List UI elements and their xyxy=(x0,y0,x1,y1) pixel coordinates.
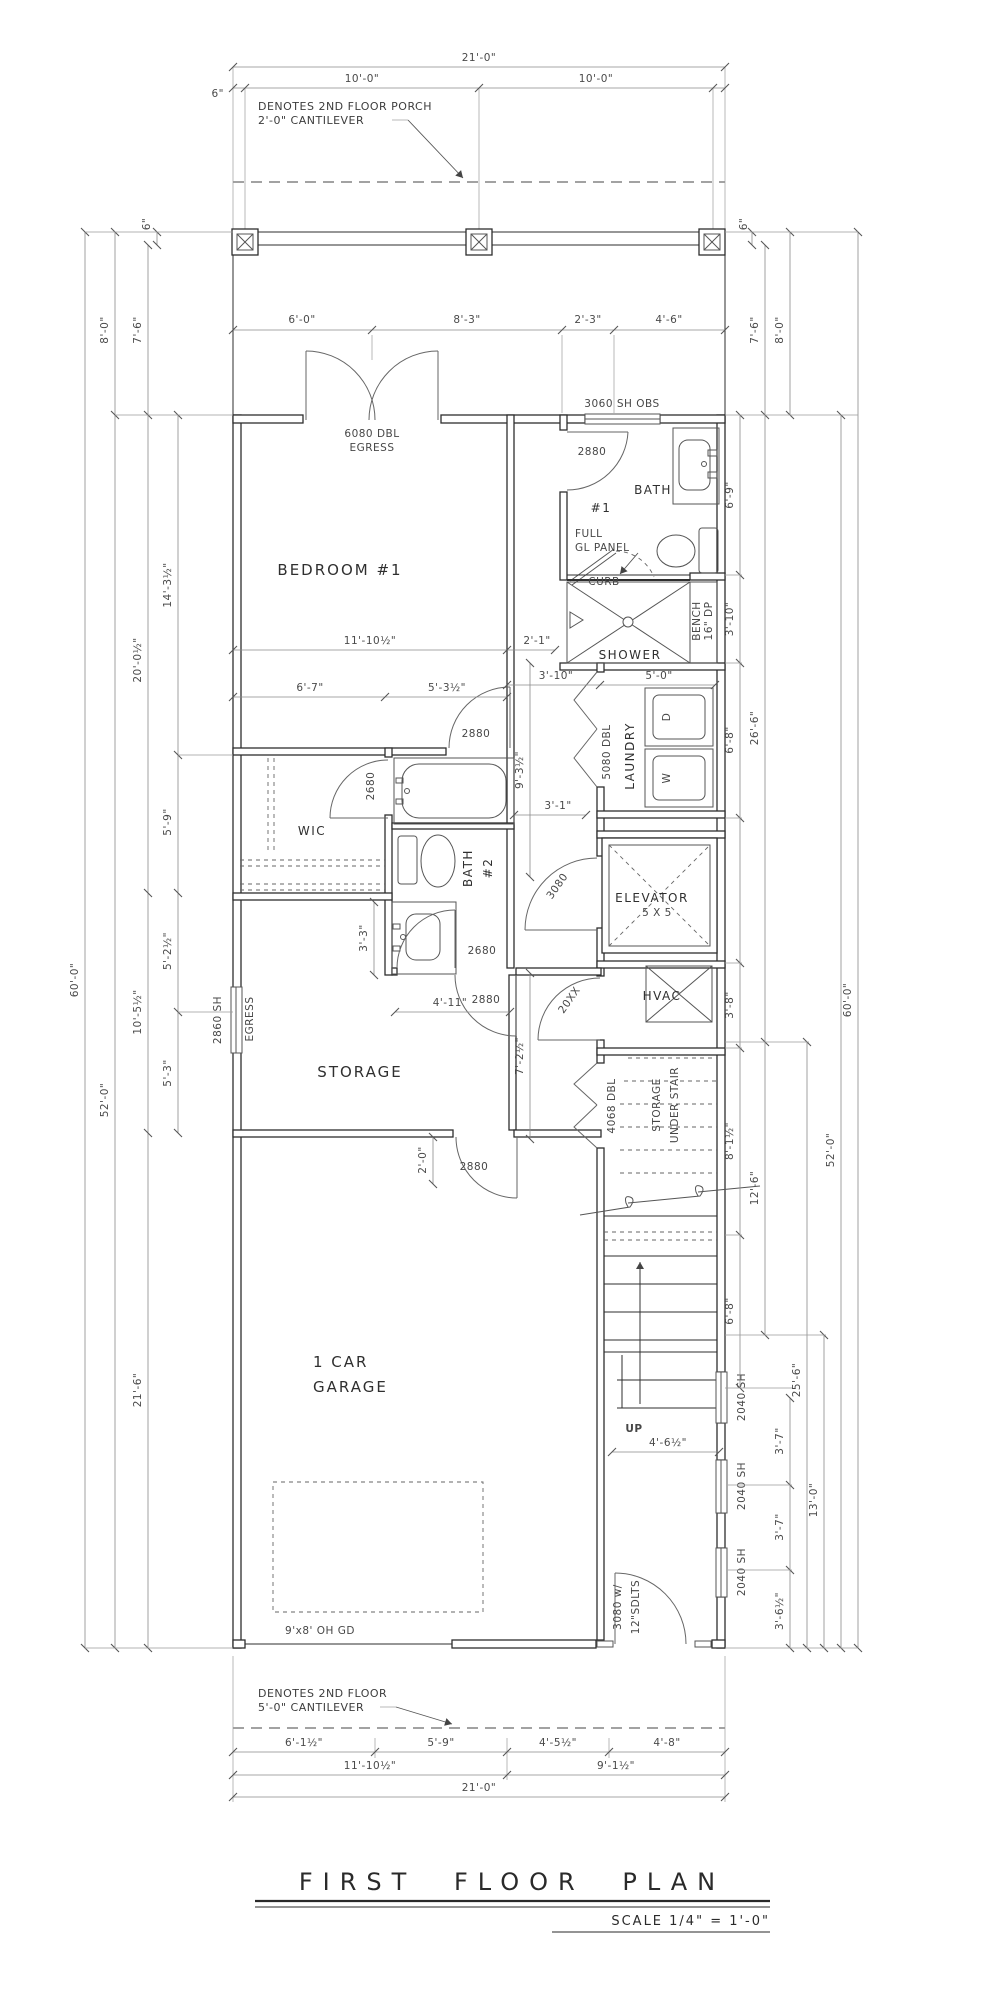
dim-right-25-6: 25'-6" xyxy=(791,1362,803,1398)
dim-6-7: 6'-7" xyxy=(296,682,324,694)
door-bath1-label: 2880 xyxy=(577,446,607,458)
door-hall-label: 2880 xyxy=(471,994,501,1006)
bath2-sink xyxy=(392,902,456,974)
dim-right-6-9: 6'-9" xyxy=(724,481,736,509)
dim-5-0: 5'-0" xyxy=(645,670,673,682)
room-bedroom1: BEDROOM #1 xyxy=(277,561,403,579)
dim-bottom-overall: 21'-0" xyxy=(461,1782,497,1794)
door-6080-label2: EGRESS xyxy=(349,442,395,454)
interior-walls xyxy=(233,415,725,1640)
dim-4-6half: 4'-6½" xyxy=(648,1437,688,1449)
window-2040-label-1: 2040 SH xyxy=(736,1372,748,1422)
room-sus-line2: UNDER STAIR xyxy=(669,1066,681,1144)
porch-post xyxy=(466,229,492,255)
room-sus-line1: STORAGE xyxy=(651,1078,663,1132)
dim-right-3-6half: 3'-6½" xyxy=(774,1591,786,1631)
note-porch-line2: 2'-0" CANTILEVER xyxy=(258,114,365,127)
dim-2-0: 2'-0" xyxy=(417,1146,429,1174)
window-2860-label1: 2860 SH xyxy=(212,995,224,1045)
dim-right-8: 8'-0" xyxy=(774,316,786,344)
room-bath2-line2: #2 xyxy=(481,857,495,879)
door-hvac-label: 20XX xyxy=(556,984,583,1016)
dryer-label: D xyxy=(661,712,673,722)
bath1-toilet xyxy=(657,528,718,573)
porch-post xyxy=(699,229,725,255)
dim-right-6-8a: 6'-8" xyxy=(724,726,736,754)
dim-bottom-2: 4'-5½" xyxy=(538,1737,578,1749)
bath1-sink xyxy=(673,428,719,504)
room-shower: SHOWER xyxy=(598,648,662,662)
door-entry-label1: 3080 w/ xyxy=(612,1584,624,1630)
door-wic-label: 2680 xyxy=(365,771,377,801)
dim-left-10-5half: 10'-5½" xyxy=(132,989,144,1035)
dim-bottom-0: 6'-1½" xyxy=(284,1737,324,1749)
dim-2-1: 2'-1" xyxy=(523,635,551,647)
dim-right-3-8: 3'-8" xyxy=(724,991,736,1019)
note-glpanel-line2: GL PANEL xyxy=(575,542,630,554)
obscure-window xyxy=(584,398,660,424)
laundry xyxy=(574,672,713,807)
floor-cantilever-note xyxy=(233,1687,725,1728)
room-elevator-line2: 5 X 5 xyxy=(642,907,672,919)
dryer xyxy=(645,688,713,746)
dim-left-7-6: 7'-6" xyxy=(132,316,144,344)
dim-11-10half: 11'-10½" xyxy=(343,635,397,647)
door-sus-label: 4068 DBL xyxy=(606,1078,618,1134)
door-elevator-label: 3080 xyxy=(544,871,571,902)
elevator xyxy=(525,838,717,953)
dim-left-5-2half: 5'-2½" xyxy=(162,931,174,971)
dim-left-8: 8'-0" xyxy=(99,316,111,344)
dim-front-1: 8'-3" xyxy=(453,314,481,326)
dim-right-26-6: 26'-6" xyxy=(749,710,761,746)
porch-cantilever-note xyxy=(258,100,463,178)
dim-front-0: 6'-0" xyxy=(288,314,316,326)
dim-3-1: 3'-1" xyxy=(544,800,572,812)
plan-scale: SCALE 1/4" = 1'-0" xyxy=(611,1914,770,1929)
dim-front-2: 2'-3" xyxy=(574,314,602,326)
dims-top xyxy=(211,52,725,100)
egress-double-door xyxy=(306,351,438,454)
dim-left-5-3: 5'-3" xyxy=(162,1059,174,1087)
window-2860-label2: EGRESS xyxy=(244,996,256,1042)
dim-right-3-10: 3'-10" xyxy=(724,601,736,637)
garage-door-label: 9'x8' OH GD xyxy=(285,1625,355,1637)
dim-left-52: 52'-0" xyxy=(99,1082,111,1118)
note-porch-line1: DENOTES 2ND FLOOR PORCH xyxy=(258,100,433,113)
dim-left-21-6: 21'-6" xyxy=(132,1372,144,1408)
bathtub xyxy=(394,758,514,824)
dims-bottom xyxy=(233,1656,725,1802)
dim-3-3: 3'-3" xyxy=(358,924,370,952)
dim-left-14-3half: 14'-3½" xyxy=(162,562,174,608)
dim-bottom-1: 5'-9" xyxy=(427,1737,455,1749)
room-storage: STORAGE xyxy=(317,1063,403,1081)
garage xyxy=(245,1353,483,1644)
porch-post xyxy=(232,229,258,255)
dim-5-3half: 5'-3½" xyxy=(427,682,467,694)
room-hvac: HVAC xyxy=(642,989,682,1003)
room-bath1-line2: #1 xyxy=(590,501,612,515)
dim-right-6-8b: 6'-8" xyxy=(724,1297,736,1325)
room-wic: WIC xyxy=(297,824,327,838)
dim-left-60: 60'-0" xyxy=(69,962,81,998)
dim-top-10a: 10'-0" xyxy=(344,73,380,85)
room-garage-line1: 1 CAR xyxy=(313,1353,369,1371)
bench-label1: BENCH xyxy=(691,601,703,641)
dim-top-6in: 6" xyxy=(211,88,224,100)
door-bedroom-label: 2880 xyxy=(461,728,491,740)
room-elevator-line1: ELEVATOR xyxy=(615,891,689,905)
washer-label: W xyxy=(661,772,673,784)
stair-up-label: UP xyxy=(625,1423,643,1435)
bath2 xyxy=(392,758,514,974)
note-glpanel-line1: FULL xyxy=(575,528,603,540)
dim-bottom-3: 4'-8" xyxy=(653,1737,681,1749)
door-bath2-label: 2680 xyxy=(467,945,497,957)
dim-right-6in: 6" xyxy=(738,217,750,231)
washer xyxy=(645,749,713,807)
dim-bottom2-1: 9'-1½" xyxy=(596,1760,636,1772)
dim-right-7-6: 7'-6" xyxy=(749,316,761,344)
bath1 xyxy=(567,428,719,585)
plan-title: FIRST FLOOR PLAN xyxy=(298,1868,726,1896)
egress-window-2860 xyxy=(212,987,256,1053)
dim-right-13-0: 13'-0" xyxy=(808,1482,820,1518)
bench-label2: 16" DP xyxy=(703,601,715,641)
dim-top-overall: 21'-0" xyxy=(461,52,497,64)
room-bath2-line1: BATH xyxy=(461,849,475,887)
dim-bottom2-0: 11'-10½" xyxy=(343,1760,397,1772)
bedroom-door xyxy=(449,687,510,748)
dim-left-5-9: 5'-9" xyxy=(162,808,174,836)
dim-top-10b: 10'-0" xyxy=(578,73,614,85)
title-block xyxy=(255,1868,770,1932)
dim-right-8-1half: 8'-1½" xyxy=(724,1121,736,1161)
dim-right-60: 60'-0" xyxy=(842,982,854,1018)
window-3060-label: 3060 SH OBS xyxy=(584,398,660,410)
hvac xyxy=(538,966,712,1040)
room-garage-line2: GARAGE xyxy=(313,1378,388,1396)
dim-right-52: 52'-0" xyxy=(825,1132,837,1168)
door-entry-label2: 12"SDLTS xyxy=(630,1579,642,1635)
shower-curb-label: CURB xyxy=(588,576,620,588)
shower xyxy=(567,575,717,663)
exterior-walls xyxy=(233,415,725,1648)
door-6080-label1: 6080 DBL xyxy=(344,428,400,440)
wic xyxy=(240,758,388,890)
dims-right xyxy=(724,218,858,1648)
dim-left-20-0half: 20'-0½" xyxy=(132,637,144,683)
room-bath1-line1: BATH xyxy=(634,483,672,497)
entry-door xyxy=(597,1573,711,1647)
door-laundry-label: 5080 DBL xyxy=(601,724,613,780)
dim-right-12-6: 12'-6" xyxy=(749,1170,761,1206)
room-laundry: LAUNDRY xyxy=(623,722,637,790)
note-floor-line2: 5'-0" CANTILEVER xyxy=(258,1701,365,1714)
stair-treads xyxy=(604,1216,717,1408)
dim-7-2half: 7'-2½" xyxy=(514,1036,526,1076)
storage-garage-door xyxy=(417,1137,517,1198)
door-storage-label: 2880 xyxy=(459,1161,489,1173)
dim-3-10: 3'-10" xyxy=(538,670,574,682)
shower-head-icon xyxy=(570,612,583,628)
dims-left xyxy=(69,218,233,1648)
stair-windows xyxy=(716,1372,748,1597)
window-2040-label-2: 2040 SH xyxy=(736,1461,748,1511)
dim-9-3half: 9'-3½" xyxy=(514,750,526,790)
shower-bench xyxy=(690,582,717,663)
dim-4-11: 4'-11" xyxy=(432,997,468,1009)
dim-front-3: 4'-6" xyxy=(655,314,683,326)
garage-cantilever-outline xyxy=(273,1482,483,1612)
dim-left-6in: 6" xyxy=(141,217,153,231)
bath2-toilet xyxy=(398,835,455,887)
window-2040-label-3: 2040 SH xyxy=(736,1547,748,1597)
dim-right-3-7b: 3'-7" xyxy=(774,1513,786,1541)
dim-right-3-7a: 3'-7" xyxy=(774,1427,786,1455)
note-floor-line1: DENOTES 2ND FLOOR xyxy=(258,1687,388,1700)
